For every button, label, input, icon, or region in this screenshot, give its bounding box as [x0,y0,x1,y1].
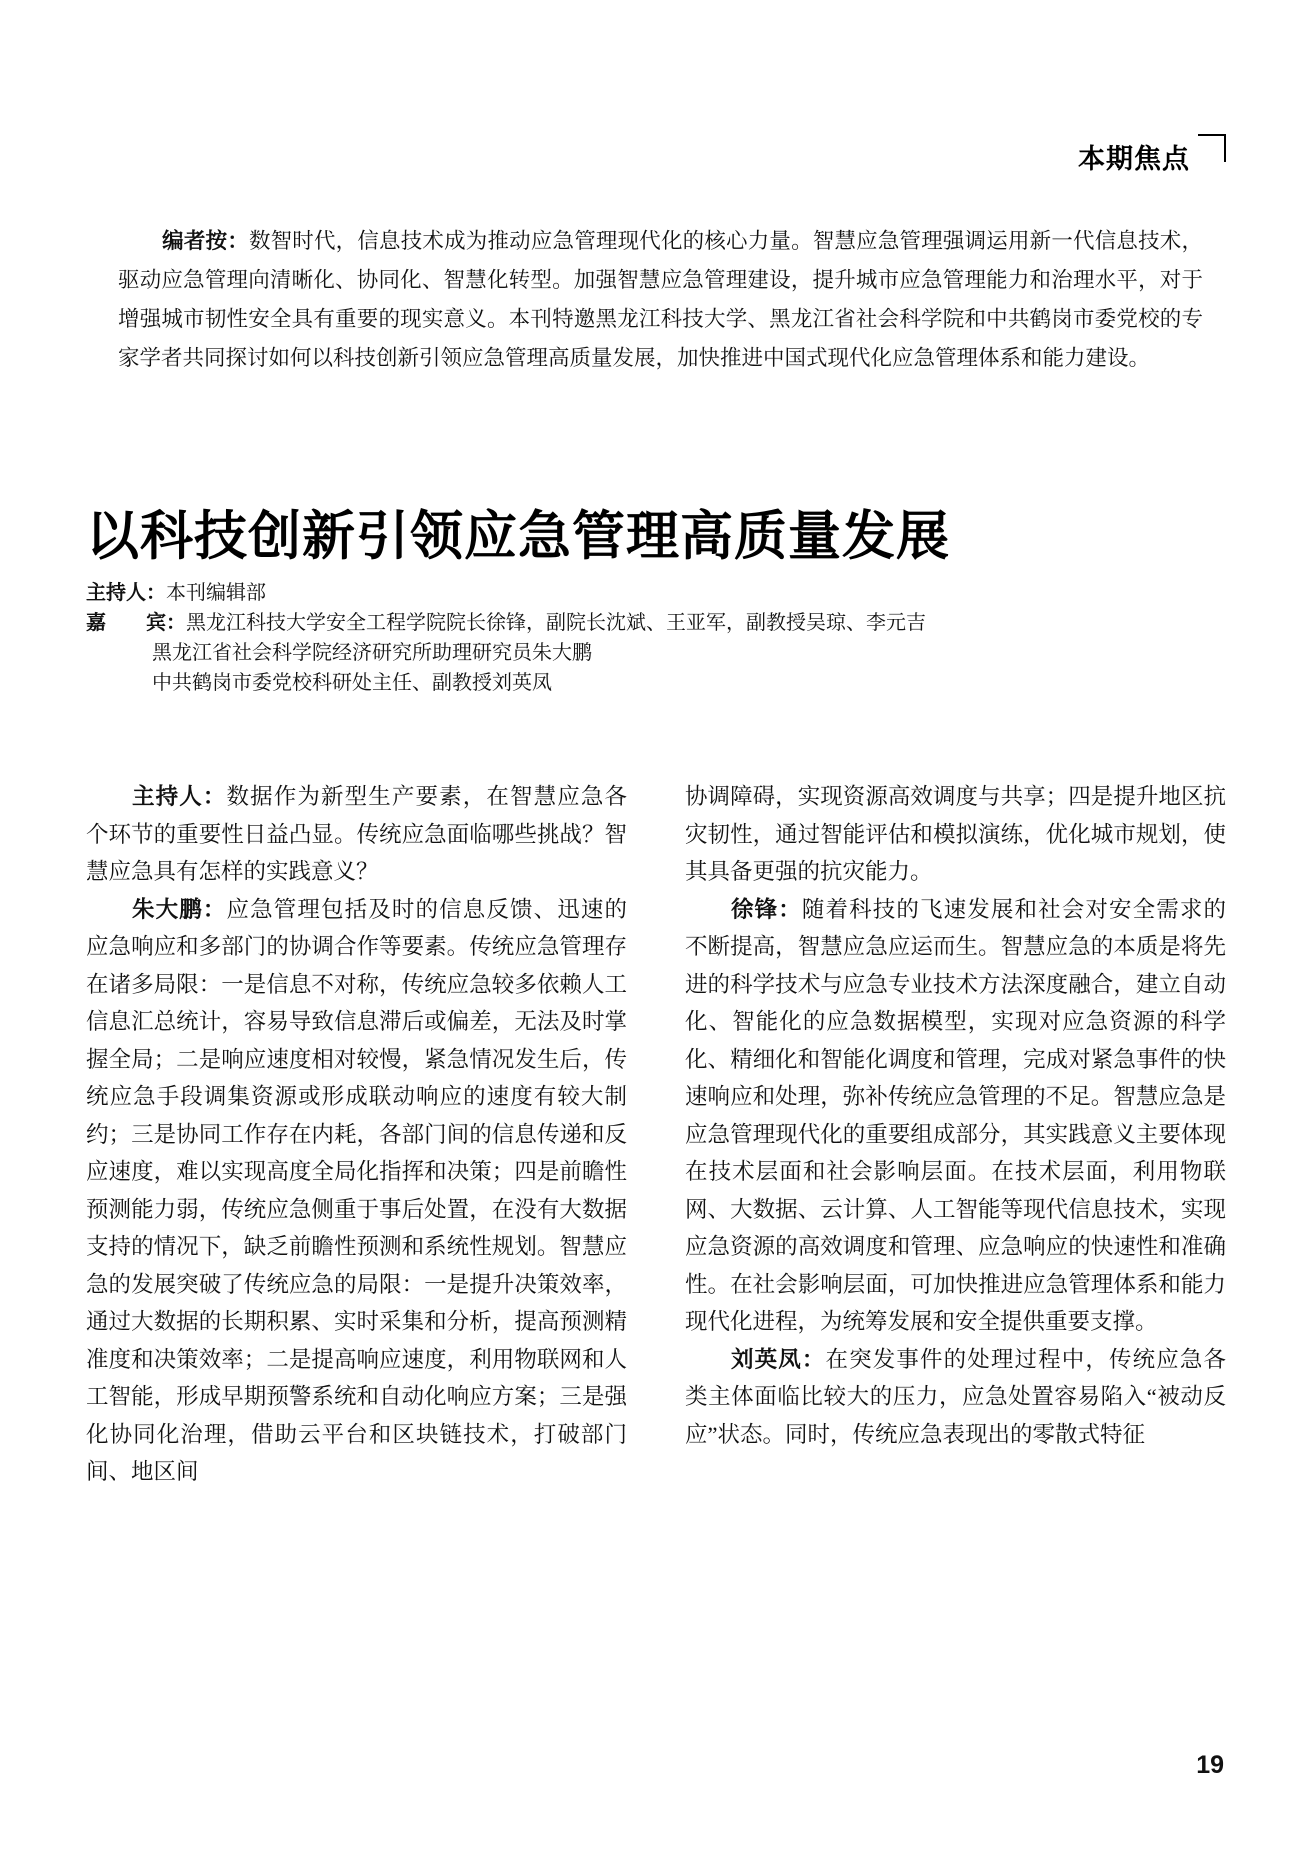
body-columns [86,778,1226,1491]
corner-bracket-icon [1198,134,1226,162]
page-gutter [0,0,74,1868]
guest-label: 嘉 宾： [86,612,186,634]
host-value: 本刊编辑部 [166,582,266,604]
editor-note [118,222,1203,378]
paragraph [685,891,1226,1341]
editor-note-text: 数智时代，信息技术成为推动应急管理现代化的核心力量。智慧应急管理强调运用新一代信息技术，驱动应急管理向清晰化、协同化、智慧化转型。加强智慧应急管理建设，提升城市应急管理能力和治理水平，对于增强城市韧性安全具有重要的现实意义。本刊特邀黑龙江科技大学、黑龙江省社会科学院和中共鹤岗市委党校的专家学者共同探讨如何以科技创新引领应急管理高质量发展，加快推进中国式现代化应急管理体系和能力建设。 [118,229,1203,370]
speaker-name: 徐锋： [731,896,802,922]
host-label: 主持人： [86,582,166,604]
paragraph-text: 在突发事件的处理过程中，传统应急各类主体面临比较大的压力，应急处置容易陷入“被动反应”状态。同时，传统应急表现出的零散式特征 [685,1346,1226,1447]
paragraph [86,778,627,891]
guest-value-3: 中共鹤岗市委党校科研处主任、副教授刘英凤 [152,672,552,694]
credit-row-guest [86,608,926,638]
guest-value-2: 黑龙江省社会科学院经济研究所助理研究员朱大鹏 [152,642,592,664]
section-label: 本期焦点 [1078,144,1190,174]
paragraph [86,891,627,1491]
speaker-name: 刘英凤： [731,1346,826,1372]
credits-block [86,578,926,698]
speaker-name: 朱大鹏： [132,896,227,922]
paragraph-text: 协调障碍，实现资源高效调度与共享；四是提升地区抗灾韧性，通过智能评估和模拟演练，优化城市规划，使其具备更强的抗灾能力。 [685,784,1226,884]
paragraph-text: 随着科技的飞速发展和社会对安全需求的不断提高，智慧应急应运而生。智慧应急的本质是将先进的科学技术与应急专业技术方法深度融合，建立自动化、智能化的应急数据模型，实现对应急资源的科学化、精细化和智能化调度和管理，完成对紧急事件的快速响应和处理，弥补传统应急管理的不足。智慧应急是应急管理现代化的重要组成部分，其实践意义主要体现在技术层面和社会影响层面。在技术层面，利用物联网、大数据、云计算、人工智能等现代信息技术，实现应急资源的高效调度和管理、应急响应的快速性和准确性。在社会影响层面，可加快推进应急管理体系和能力现代化进程，为统筹发展和安全提供重要支撑。 [685,896,1226,1334]
page-number: 19 [1196,1751,1224,1779]
paragraph [685,1341,1226,1454]
paragraph [685,778,1226,891]
guest-value-1: 黑龙江科技大学安全工程学院院长徐锋，副院长沈斌、王亚军，副教授吴琼、李元吉 [186,612,926,634]
right-column [685,778,1226,1491]
editor-note-label: 编者按： [162,229,249,253]
page-title: 以科技创新引领应急管理高质量发展 [86,507,950,566]
left-column [86,778,627,1491]
page-header [1078,132,1226,173]
paragraph-text: 数据作为新型生产要素，在智慧应急各个环节的重要性日益凸显。传统应急面临哪些挑战？智慧应急具有怎样的实践意义？ [86,784,627,884]
speaker-name: 主持人： [132,784,227,809]
credit-row-host [86,578,926,608]
paragraph-text: 应急管理包括及时的信息反馈、迅速的应急响应和多部门的协调合作等要素。传统应急管理存在诸多局限：一是信息不对称，传统应急较多依赖人工信息汇总统计，容易导致信息滞后或偏差，无法及时掌握全局；二是响应速度相对较慢，紧急情况发生后，传统应急手段调集资源或形成联动响应的速度有较大制约；三是协同工作存在内耗，各部门间的信息传递和反应速度，难以实现高度全局化指挥和决策；四是前瞻性预测能力弱，传统应急侧重于事后处置，在没有大数据支持的情况下，缺乏前瞻性预测和系统性规划。智慧应急的发展突破了传统应急的局限：一是提升决策效率，通过大数据的长期积累、实时采集和分析，提高预测精准度和决策效率；二是提高响应速度，利用物联网和人工智能，形成早期预警系统和自动化响应方案；三是强化协同化治理，借助云平台和区块链技术，打破部门间、地区间 [86,896,627,1484]
